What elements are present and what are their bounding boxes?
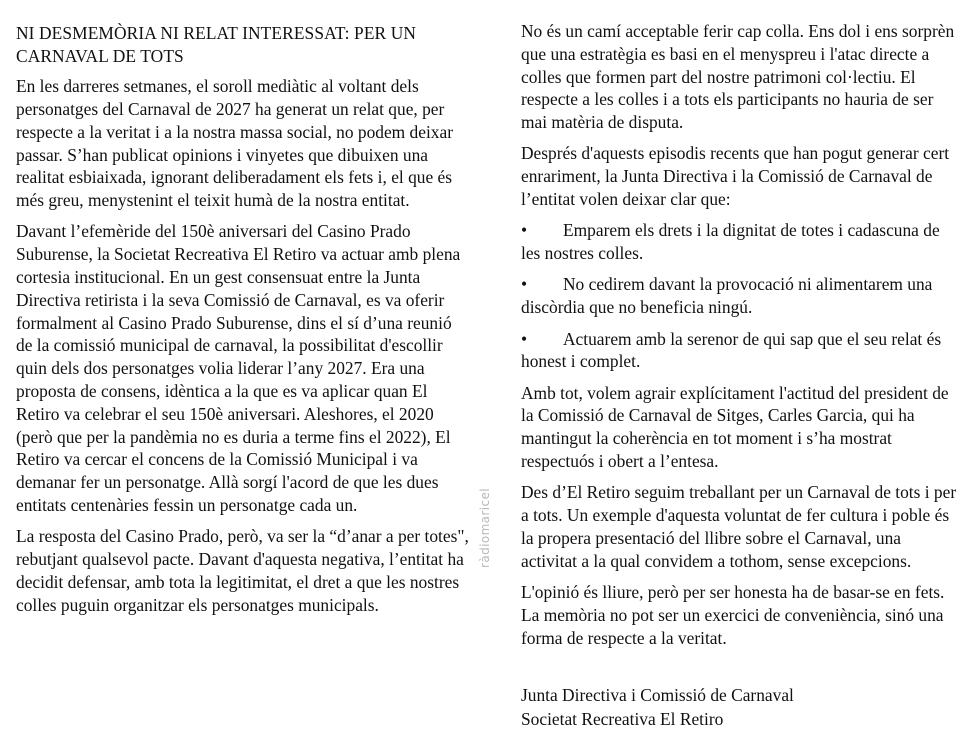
bullet-text: Actuarem amb la serenor de qui sap que el seu relat és honest i complet.	[521, 328, 942, 372]
bullet-icon: •	[521, 274, 528, 295]
bullet-item	[521, 273, 957, 319]
bullet-text: No cedirem davant la provocació ni alimentarem una discòrdia que no beneficia ningú.	[521, 274, 933, 318]
bullet-icon: •	[521, 328, 528, 349]
paragraph-after-episodes: Després d'aquests episodis recents que han pogut generar cert enrariment, la Junta Directiva i la Comissió de Carnaval de l’entitat volen deixar clar que:	[521, 143, 950, 210]
signature	[521, 683, 794, 731]
watermark: ràdiomaricel	[478, 487, 492, 568]
signature-organization: Societat Recreativa El Retiro	[521, 709, 724, 729]
bullet-item	[521, 219, 957, 265]
document-title: NI DESMEMÒRIA NI RELAT INTERESSAT: PER UN CARNAVAL DE TOTS	[16, 23, 417, 66]
paragraph-response: La resposta del Casino Prado, però, va ser la “d’anar a per totes", rebutjant qualsevol pacte. Davant d'aquesta negativa, l’entitat ha decidit defensar, amb tota la legitimitat, el dret a que les nostres colles puguin organitzar els personatges municipals.	[16, 526, 469, 615]
bullet-text: Emparem els drets i la dignitat de totes i cadascuna de les nostres colles.	[521, 220, 940, 264]
signature-line: Junta Directiva i Comissió de Carnaval	[521, 685, 794, 705]
right-column	[521, 20, 957, 658]
paragraph-intro: En les darreres setmanes, el soroll mediàtic al voltant dels personatges del Carnaval de 2027 ha generat un relat que, per respecte a la veritat i a la nostra massa social, no podem deixar passar. S’han publicat opinions i vinyetes que dibuixen una realitat esbiaixada, ignorant deliberadament els fets i, el que és més greu, menystenint el teixit humà de la nostra entitat.	[16, 76, 454, 211]
paragraph-carnival-for-all: Des d’El Retiro seguim treballant per un Carnaval de tots i per a tots. Un exemple d'aquesta voluntat de fer cultura i poble és la propera presentació del llibre sobre el Carnaval, una activitat a la qual convidem a tothom, sense excepcions.	[521, 482, 957, 571]
paragraph-no-acceptable: No és un camí acceptable ferir cap colla. Ens dol i ens sorprèn que una estratègia es basi en el menyspreu i l'atac directe a colles que formen part del nostre patrimoni col·lectiu. El respecte a les colles i a tots els participants no hauria de ser mai matèria de disputa.	[521, 21, 955, 133]
left-column	[16, 22, 471, 625]
bullet-item	[521, 328, 957, 374]
paragraph-anniversary: Davant l’efemèride del 150è aniversari del Casino Prado Suburense, la Societat Recreativa El Retiro va actuar amb plena cortesia institucional. En un gest consensuat entre la Junta Directiva retirista i la seva Comissió de Carnaval, es va oferir formalment al Casino Prado Suburense, dins el sí d’una reunió de la comissió municipal de carnaval, la possibilitat d'escollir quin dels dos personatges volia liderar l’any 2027. Era una proposta de consens, idèntica a la que es va aplicar quan El Retiro va celebrar el seu 150è aniversari. Aleshores, el 2020 (però que per la pandèmia no es duria a terme fins el 2022), El Retiro va cercar el concens de la Comissió Municipal i va demanar fer un personatge. Allà sorgí l'acord de que les dues entitats centenàries fessin un personatge cada un.	[16, 221, 461, 516]
paragraph-opinion: L'opinió és lliure, però per ser honesta ha de basar-se en fets. La memòria no pot ser un exercici de conveniència, sinó una forma de respecte a la veritat.	[521, 582, 945, 648]
paragraph-thanks: Amb tot, volem agrair explícitament l'actitud del president de la Comissió de Carnaval de Sitges, Carles Garcia, qui ha mantingut la coherència en tot moment i s’ha mostrat respectuós i obert a l’entesa.	[521, 382, 949, 472]
bullet-icon: •	[521, 220, 528, 241]
